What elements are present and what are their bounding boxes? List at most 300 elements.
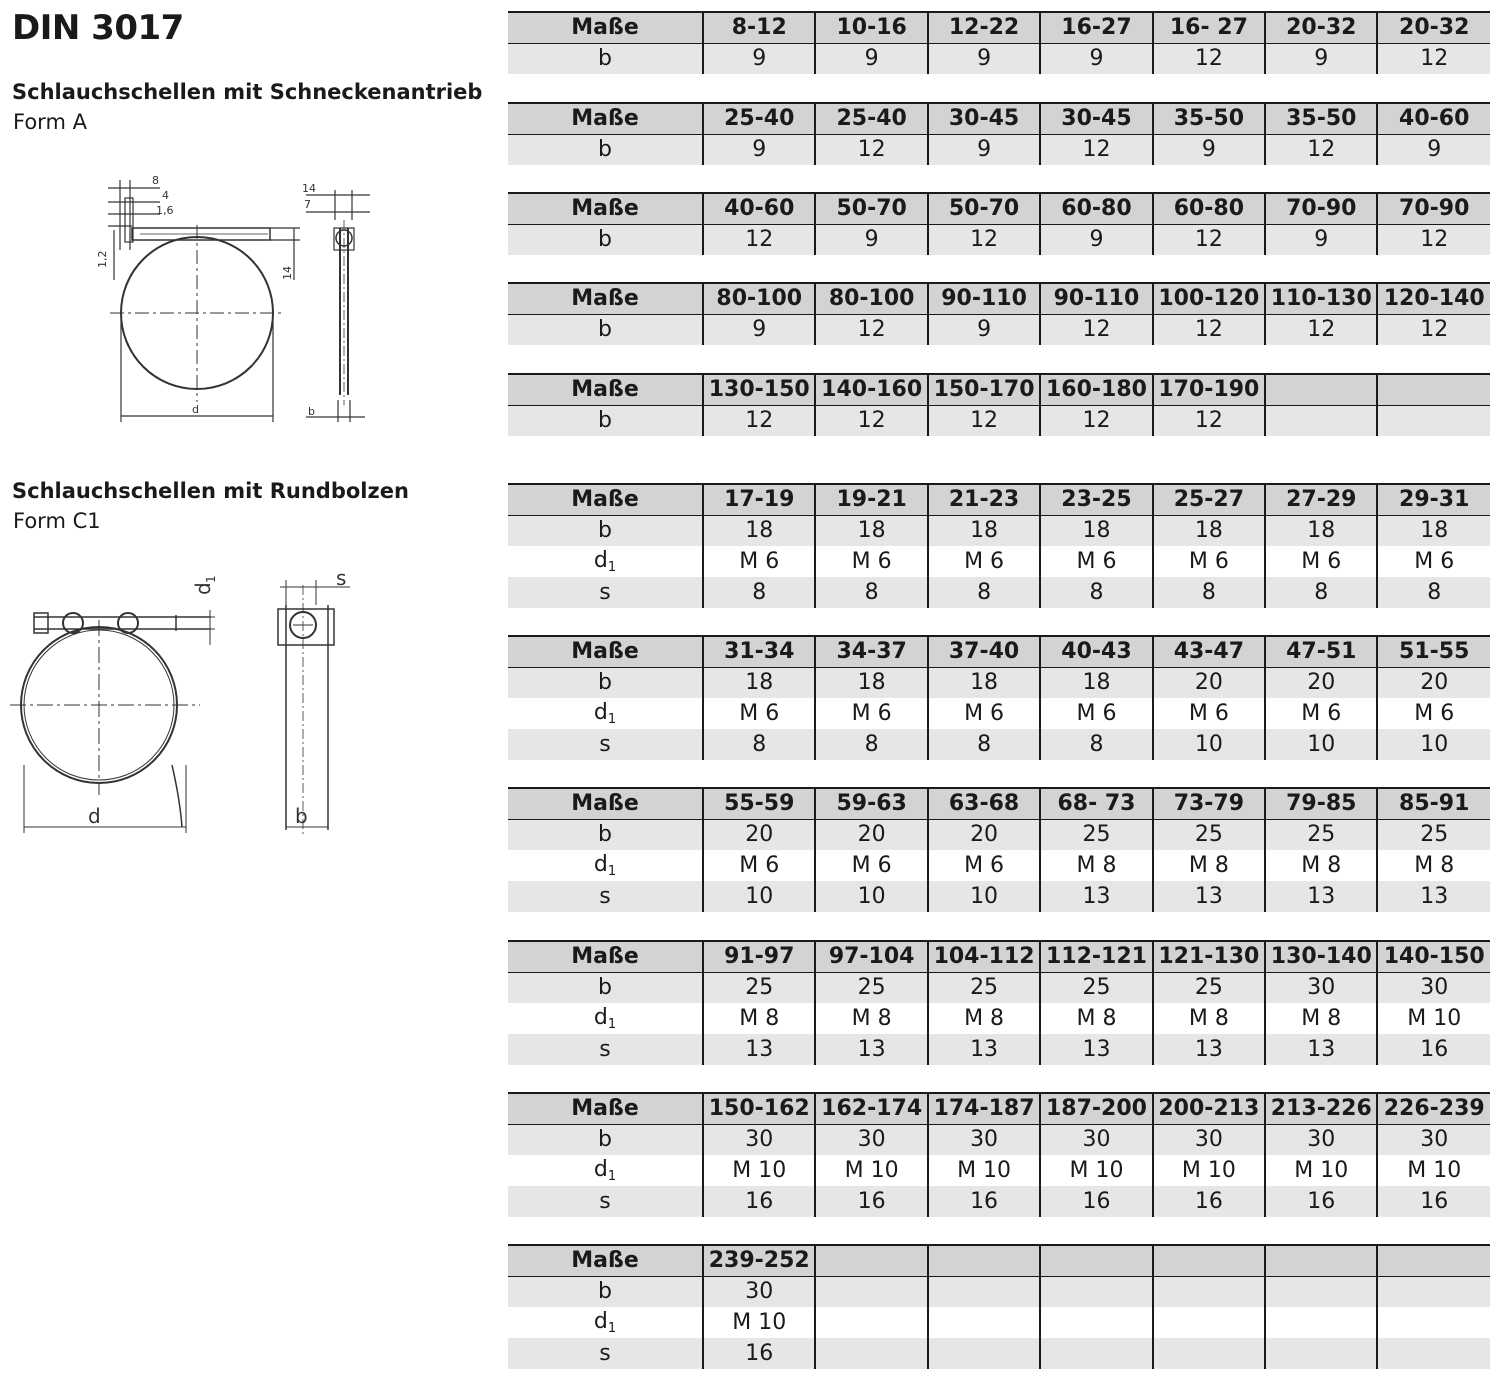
table-row (508, 546, 1490, 577)
value-cell: 13 (815, 1034, 927, 1065)
dim-label-s: s (336, 566, 347, 590)
table-a-2 (508, 102, 1490, 165)
value-cell: 30 (1040, 1124, 1152, 1155)
value-cell: 25 (928, 972, 1040, 1003)
header-label-cell: Maße (508, 1093, 703, 1124)
size-range-cell: 10-16 (815, 12, 927, 43)
dim-label-d1-sub: 1 (204, 575, 218, 583)
value-cell: M 6 (1040, 546, 1152, 577)
dim-label-d: d (88, 804, 101, 828)
table-c1-1 (508, 483, 1490, 608)
size-range-cell: 17-19 (703, 484, 815, 515)
size-range-cell: 91-97 (703, 941, 815, 972)
row-label: b (598, 1127, 612, 1153)
value-cell: 30 (1265, 1124, 1377, 1155)
value-cell: M 8 (1377, 850, 1490, 881)
value-cell: 30 (703, 1124, 815, 1155)
value-cell (928, 1338, 1040, 1369)
value-cell: 8 (815, 577, 927, 608)
header-label-cell: Maße (508, 12, 703, 43)
table-header-row (508, 1093, 1490, 1124)
size-range-cell: 70-90 (1377, 193, 1490, 224)
value-cell: 10 (928, 881, 1040, 912)
row-label-cell (508, 405, 703, 436)
value-cell: 12 (1040, 134, 1152, 165)
value-cell: 20 (815, 819, 927, 850)
size-range-cell: 170-190 (1153, 374, 1265, 405)
row-label-subscript: 1 (607, 560, 617, 575)
table-row (508, 314, 1490, 345)
table-row (508, 1124, 1490, 1155)
value-cell: M 10 (1377, 1155, 1490, 1186)
value-cell: 16 (1377, 1186, 1490, 1217)
value-cell: 9 (928, 134, 1040, 165)
value-cell: M 6 (815, 546, 927, 577)
row-label-cell (508, 850, 703, 881)
table-header-row (508, 1245, 1490, 1276)
value-cell: 12 (815, 134, 927, 165)
value-cell: 8 (703, 577, 815, 608)
value-cell: 13 (1377, 881, 1490, 912)
table-a-5 (508, 373, 1490, 436)
value-cell: 13 (1040, 881, 1152, 912)
size-range-cell (815, 1245, 927, 1276)
dim-label-1-6: 1,6 (156, 204, 174, 217)
size-range-cell: 68- 73 (1040, 788, 1152, 819)
form-c1-technical-drawing (10, 565, 370, 840)
value-cell: 13 (1153, 1034, 1265, 1065)
row-label-cell (508, 881, 703, 912)
value-cell: M 10 (1265, 1155, 1377, 1186)
size-range-cell: 25-40 (815, 103, 927, 134)
size-range-cell: 200-213 (1153, 1093, 1265, 1124)
value-cell: 12 (1040, 405, 1152, 436)
value-cell: 16 (928, 1186, 1040, 1217)
size-range-cell: 40-60 (703, 193, 815, 224)
size-range-cell: 79-85 (1265, 788, 1377, 819)
value-cell (928, 1307, 1040, 1338)
table-header-row (508, 103, 1490, 134)
table-c1-5 (508, 1092, 1490, 1217)
value-cell (815, 1276, 927, 1307)
size-range-cell (1040, 1245, 1152, 1276)
value-cell: 16 (815, 1186, 927, 1217)
table-row (508, 1186, 1490, 1217)
size-range-cell: 8-12 (703, 12, 815, 43)
value-cell: 20 (928, 819, 1040, 850)
value-cell: 18 (815, 515, 927, 546)
table-a-4 (508, 282, 1490, 345)
row-label: s (599, 1341, 611, 1366)
section-subtitle-form-c1: Form C1 (13, 509, 101, 533)
size-range-cell: 85-91 (1377, 788, 1490, 819)
header-label-cell: Maße (508, 103, 703, 134)
value-cell: 8 (928, 729, 1040, 760)
header-label-cell: Maße (508, 484, 703, 515)
value-cell: 18 (815, 667, 927, 698)
table-c1-2 (508, 635, 1490, 760)
value-cell: 20 (1153, 667, 1265, 698)
size-range-cell: 16-27 (1040, 12, 1152, 43)
size-range-cell: 59-63 (815, 788, 927, 819)
size-range-cell: 60-80 (1040, 193, 1152, 224)
value-cell: 12 (1377, 224, 1490, 255)
value-cell: 9 (928, 43, 1040, 74)
value-cell: M 10 (928, 1155, 1040, 1186)
row-label: d (593, 1005, 608, 1030)
value-cell (1265, 1307, 1377, 1338)
value-cell: 8 (703, 729, 815, 760)
value-cell: 25 (1040, 819, 1152, 850)
row-label-cell (508, 314, 703, 345)
value-cell: 25 (1153, 972, 1265, 1003)
form-a-technical-drawing (80, 170, 380, 430)
size-range-cell: 30-45 (928, 103, 1040, 134)
value-cell (815, 1338, 927, 1369)
size-range-cell: 162-174 (815, 1093, 927, 1124)
value-cell: M 10 (703, 1155, 815, 1186)
value-cell: 18 (1040, 515, 1152, 546)
value-cell: M 8 (1040, 850, 1152, 881)
table-row (508, 577, 1490, 608)
size-range-cell: 16- 27 (1153, 12, 1265, 43)
value-cell: 18 (703, 515, 815, 546)
value-cell: 8 (1040, 577, 1152, 608)
row-label-cell (508, 698, 703, 729)
value-cell: M 6 (1377, 546, 1490, 577)
table-row (508, 1307, 1490, 1338)
value-cell: 13 (1265, 881, 1377, 912)
value-cell: 9 (1377, 134, 1490, 165)
value-cell: 25 (1040, 972, 1152, 1003)
table-row (508, 134, 1490, 165)
size-range-cell: 140-150 (1377, 941, 1490, 972)
value-cell: 9 (703, 134, 815, 165)
size-range-cell: 21-23 (928, 484, 1040, 515)
size-range-cell: 90-110 (928, 283, 1040, 314)
value-cell: 9 (928, 314, 1040, 345)
value-cell (1040, 1307, 1152, 1338)
value-cell: 18 (1377, 515, 1490, 546)
size-range-cell (1377, 374, 1490, 405)
size-range-cell: 97-104 (815, 941, 927, 972)
row-label: b (598, 317, 612, 343)
row-label: d (593, 548, 608, 573)
dim-label-b: b (308, 405, 315, 418)
value-cell (1377, 1307, 1490, 1338)
size-range-cell: 35-50 (1153, 103, 1265, 134)
value-cell: 12 (1153, 43, 1265, 74)
value-cell: M 6 (928, 546, 1040, 577)
row-label-cell (508, 819, 703, 850)
value-cell: 25 (703, 972, 815, 1003)
section-subtitle-form-a: Form A (13, 110, 87, 134)
size-range-cell: 120-140 (1377, 283, 1490, 314)
value-cell: 12 (1377, 43, 1490, 74)
size-range-cell: 239-252 (703, 1245, 815, 1276)
table-header-row (508, 12, 1490, 43)
size-range-cell: 23-25 (1040, 484, 1152, 515)
table-header-row (508, 941, 1490, 972)
value-cell: 30 (703, 1276, 815, 1307)
header-label-cell: Maße (508, 374, 703, 405)
size-range-cell: 104-112 (928, 941, 1040, 972)
value-cell: 30 (1265, 972, 1377, 1003)
size-range-cell: 40-60 (1377, 103, 1490, 134)
value-cell: 16 (1377, 1034, 1490, 1065)
value-cell: 9 (1265, 224, 1377, 255)
value-cell: 9 (815, 224, 927, 255)
size-range-cell: 25-40 (703, 103, 815, 134)
row-label: b (598, 227, 612, 253)
dim-label-7: 7 (304, 198, 311, 211)
size-range-cell: 130-140 (1265, 941, 1377, 972)
value-cell: 8 (815, 729, 927, 760)
row-label: b (598, 408, 612, 434)
section-title-form-a: Schlauchschellen mit Schneckenantrieb (12, 80, 483, 104)
size-range-cell: 213-226 (1265, 1093, 1377, 1124)
size-range-cell: 31-34 (703, 636, 815, 667)
dim-label-b: b (295, 804, 308, 828)
section-title-form-c1: Schlauchschellen mit Rundbolzen (12, 479, 409, 503)
header-label-cell: Maße (508, 941, 703, 972)
value-cell: 12 (1377, 314, 1490, 345)
table-header-row (508, 193, 1490, 224)
value-cell: 8 (1153, 577, 1265, 608)
table-row (508, 881, 1490, 912)
table-row (508, 515, 1490, 546)
value-cell: 13 (1040, 1034, 1152, 1065)
size-range-cell: 29-31 (1377, 484, 1490, 515)
table-a-3 (508, 192, 1490, 255)
value-cell (1265, 1338, 1377, 1369)
size-range-cell: 37-40 (928, 636, 1040, 667)
value-cell: 9 (703, 314, 815, 345)
value-cell: M 6 (1377, 698, 1490, 729)
row-label: b (598, 822, 612, 848)
value-cell: 18 (928, 667, 1040, 698)
dim-label-d: d (192, 403, 199, 416)
size-range-cell: 30-45 (1040, 103, 1152, 134)
table-row (508, 1338, 1490, 1369)
table-row (508, 1003, 1490, 1034)
value-cell: 16 (1153, 1186, 1265, 1217)
row-label-cell (508, 134, 703, 165)
value-cell: 25 (1265, 819, 1377, 850)
value-cell: 25 (1377, 819, 1490, 850)
value-cell: 9 (1040, 224, 1152, 255)
size-range-cell: 73-79 (1153, 788, 1265, 819)
size-range-cell: 35-50 (1265, 103, 1377, 134)
value-cell: 12 (815, 314, 927, 345)
row-label: b (598, 518, 612, 544)
row-label: b (598, 46, 612, 72)
value-cell: 9 (1040, 43, 1152, 74)
row-label-cell (508, 729, 703, 760)
row-label: b (598, 975, 612, 1001)
size-range-cell: 130-150 (703, 374, 815, 405)
table-row (508, 698, 1490, 729)
table-header-row (508, 283, 1490, 314)
row-label: b (598, 137, 612, 163)
row-label: d (593, 852, 608, 877)
value-cell: 18 (703, 667, 815, 698)
size-range-cell: 20-32 (1265, 12, 1377, 43)
size-range-cell: 34-37 (815, 636, 927, 667)
table-row (508, 1276, 1490, 1307)
row-label-cell (508, 1276, 703, 1307)
table-row (508, 667, 1490, 698)
row-label: s (599, 884, 611, 909)
row-label-cell (508, 1124, 703, 1155)
header-label-cell: Maße (508, 1245, 703, 1276)
value-cell: M 6 (1265, 546, 1377, 577)
row-label-cell (508, 1155, 703, 1186)
header-label-cell: Maße (508, 788, 703, 819)
value-cell: 8 (1265, 577, 1377, 608)
value-cell (928, 1276, 1040, 1307)
value-cell: M 6 (815, 850, 927, 881)
value-cell: 18 (1153, 515, 1265, 546)
dim-label-1-2: 1,2 (96, 250, 109, 268)
size-range-cell: 174-187 (928, 1093, 1040, 1124)
value-cell: 10 (815, 881, 927, 912)
value-cell: 8 (1040, 729, 1152, 760)
value-cell (1040, 1276, 1152, 1307)
value-cell: 16 (703, 1338, 815, 1369)
size-range-cell (1265, 1245, 1377, 1276)
value-cell: M 8 (1153, 1003, 1265, 1034)
size-range-cell: 40-43 (1040, 636, 1152, 667)
row-label-subscript: 1 (607, 712, 617, 727)
size-range-cell: 27-29 (1265, 484, 1377, 515)
row-label-cell (508, 577, 703, 608)
value-cell: 12 (1153, 405, 1265, 436)
size-range-cell: 100-120 (1153, 283, 1265, 314)
table-header-row (508, 374, 1490, 405)
value-cell (1153, 1338, 1265, 1369)
value-cell: 30 (815, 1124, 927, 1155)
value-cell: 10 (1153, 729, 1265, 760)
value-cell: 20 (1377, 667, 1490, 698)
dim-label-8: 8 (152, 174, 159, 187)
value-cell: M 10 (703, 1307, 815, 1338)
size-range-cell: 226-239 (1377, 1093, 1490, 1124)
value-cell: 25 (1153, 819, 1265, 850)
size-range-cell: 112-121 (1040, 941, 1152, 972)
size-range-cell: 150-162 (703, 1093, 815, 1124)
size-range-cell: 80-100 (815, 283, 927, 314)
value-cell: M 6 (928, 698, 1040, 729)
row-label: s (599, 580, 611, 605)
header-label-cell: Maße (508, 283, 703, 314)
value-cell (1377, 1338, 1490, 1369)
value-cell: 12 (1265, 134, 1377, 165)
value-cell: 10 (703, 881, 815, 912)
value-cell: 12 (1153, 224, 1265, 255)
size-range-cell: 140-160 (815, 374, 927, 405)
size-range-cell: 90-110 (1040, 283, 1152, 314)
value-cell: M 6 (703, 850, 815, 881)
value-cell: 12 (928, 405, 1040, 436)
row-label-cell (508, 1186, 703, 1217)
value-cell: M 6 (1265, 698, 1377, 729)
value-cell: 16 (1040, 1186, 1152, 1217)
dim-label-14-top: 14 (302, 182, 316, 195)
value-cell (1153, 1307, 1265, 1338)
table-row (508, 43, 1490, 74)
header-label-cell: Maße (508, 193, 703, 224)
row-label-cell (508, 667, 703, 698)
row-label-cell (508, 546, 703, 577)
value-cell: M 8 (1265, 850, 1377, 881)
value-cell: 13 (928, 1034, 1040, 1065)
row-label-cell (508, 1003, 703, 1034)
header-label-cell: Maße (508, 636, 703, 667)
value-cell: 12 (815, 405, 927, 436)
value-cell: 18 (1040, 667, 1152, 698)
size-range-cell: 51-55 (1377, 636, 1490, 667)
row-label-subscript: 1 (607, 1017, 617, 1032)
value-cell: 20 (1265, 667, 1377, 698)
row-label: d (593, 1309, 608, 1334)
value-cell: 9 (815, 43, 927, 74)
value-cell: 16 (1265, 1186, 1377, 1217)
row-label: d (593, 1157, 608, 1182)
value-cell: M 8 (703, 1003, 815, 1034)
size-range-cell: 60-80 (1153, 193, 1265, 224)
row-label: b (598, 670, 612, 696)
row-label: s (599, 1189, 611, 1214)
value-cell: M 8 (1040, 1003, 1152, 1034)
value-cell: 12 (928, 224, 1040, 255)
value-cell: 18 (1265, 515, 1377, 546)
size-range-cell: 80-100 (703, 283, 815, 314)
table-row (508, 972, 1490, 1003)
table-row (508, 224, 1490, 255)
table-row (508, 729, 1490, 760)
value-cell: 13 (703, 1034, 815, 1065)
value-cell: M 6 (928, 850, 1040, 881)
size-range-cell: 63-68 (928, 788, 1040, 819)
row-label: s (599, 1037, 611, 1062)
row-label-cell (508, 1307, 703, 1338)
value-cell: 25 (815, 972, 927, 1003)
row-label-subscript: 1 (607, 1169, 617, 1184)
value-cell: M 6 (1153, 698, 1265, 729)
value-cell: M 6 (703, 698, 815, 729)
value-cell: 8 (1377, 577, 1490, 608)
size-range-cell: 50-70 (928, 193, 1040, 224)
size-range-cell: 19-21 (815, 484, 927, 515)
table-row (508, 405, 1490, 436)
value-cell: 10 (1377, 729, 1490, 760)
size-range-cell: 150-170 (928, 374, 1040, 405)
size-range-cell: 25-27 (1153, 484, 1265, 515)
value-cell (1265, 1276, 1377, 1307)
size-range-cell (1265, 374, 1377, 405)
size-range-cell: 43-47 (1153, 636, 1265, 667)
table-c1-6 (508, 1244, 1490, 1369)
row-label-cell (508, 1034, 703, 1065)
row-label-cell (508, 1338, 703, 1369)
row-label-cell (508, 972, 703, 1003)
size-range-cell: 110-130 (1265, 283, 1377, 314)
table-header-row (508, 484, 1490, 515)
size-range-cell (1153, 1245, 1265, 1276)
size-range-cell (1377, 1245, 1490, 1276)
value-cell: M 6 (815, 698, 927, 729)
